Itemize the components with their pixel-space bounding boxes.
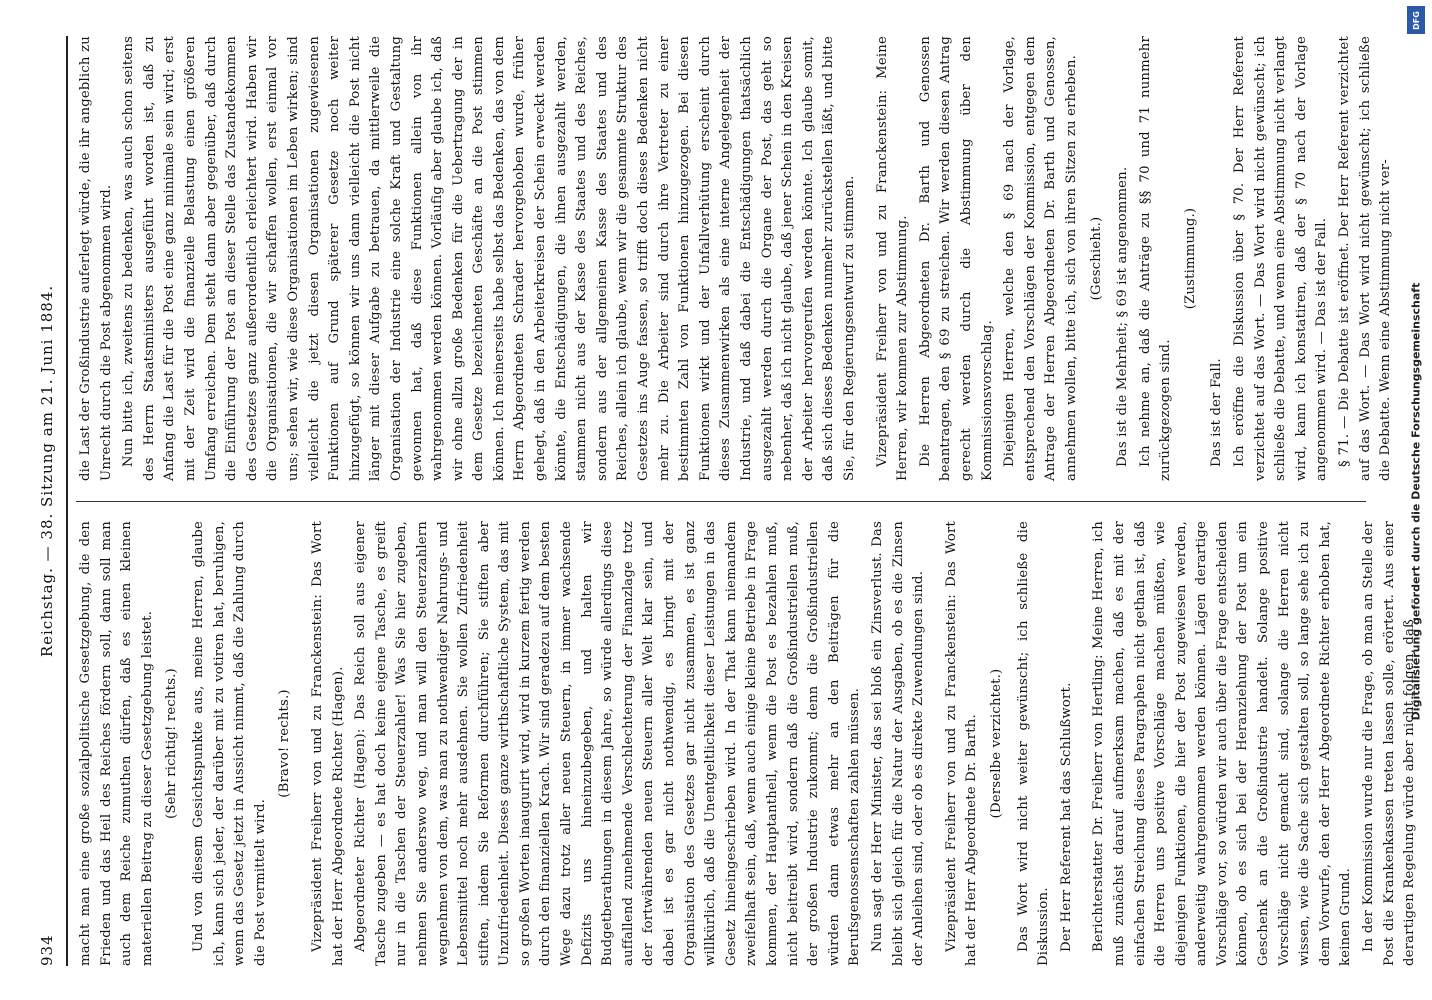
paragraph: Die Herren Abgeordneten Dr. Barth und Genossen beantragen, den § 69 zu streichen. Wir werden diesen Antrag gerecht werden durch die Abstimmung über den Kommissionsvorschlag. — [917, 36, 995, 481]
digitization-credit-text: Digitalisierung gefördert durch die Deutsche Forschungsgemeinschaft — [1409, 282, 1423, 720]
paragraph: Vizepräsident Freiherr von und zu Franckenstein: Meine Herren, wir kommen zur Abstimmung. — [874, 36, 911, 481]
paragraph: Diejenigen Herren, welche den § 69 nach der Vorlage, entsprechend den Vorschlägen der Kommission, entgegen dem Antrage der Herren Abgeordneten Dr. Barth und Genossen, annehmen wollen, bitte ich, sich von ihren Sitzen zu erheben. — [1002, 36, 1079, 481]
right-column — [76, 36, 1394, 481]
paragraph: Ich eröffne die Diskussion über § 70. Der Herr Referent verzichtet auf das Wort. — Das Wort wird nicht gewünscht; ich schließe die Debatte, und wenn eine Abstimmung nicht verlangt wird, kann ich konstatiren, daß der § 70 nach der Vorlage angenommen wird. — Das ist der Fall. — [1232, 36, 1330, 481]
paragraph: In der Kommission wurde nur die Frage, ob man an Stelle der Post die Krankenkassen treten lassen solle, erörtert. Aus einer derartigen Regelung würde aber nicht folgen, daß — [1361, 521, 1418, 966]
interjection: (Derselbe verzichtet.) — [988, 668, 1004, 819]
paragraph: § 71. — Die Debatte ist eröffnet. Der Herr Referent verzichtet auf das Wort. — Das Wort wird nicht gewünscht; ich schließe die Debatte. Wenn eine Abstimmung nicht ver- — [1337, 36, 1394, 481]
interjection: (Sehr richtig! rechts.) — [164, 668, 180, 819]
paragraph: die Last der Großindustrie auferlegt würde, die ihr angeblich zu Unrecht durch die Post abgenommen wird. — [78, 36, 114, 481]
digitization-credit — [1404, 6, 1428, 996]
paragraph: Der Herr Referent hat das Schlußwort. — [1058, 682, 1074, 952]
paragraph: Ich nehme an, daß die Anträge zu §§ 70 und 71 nunmehr zurückgezogen sind. — [1137, 36, 1174, 481]
dfg-logo-text: DFG — [1411, 10, 1421, 30]
paragraph: Nun bitte ich, zweitens zu bedenken, was auch schon seitens des Herrn Staatsministers ausgeführt worden ist, daß zu Anfang die Last für die Post eine ganz minimale sein wird; erst mit der Zeit wird die finanzielle Belastung einen größeren Umfang erreichen. Dem steht dann aber gegenüber, daß durch die Einführung der Post an dieser Stelle das Zustandekommen des Gesetzes ganz außerordentlich erleichtert wird. Haben wir die Organisationen, die wir schaffen wollen, erst einmal vor uns; sehen wir, wie diese Organisationen im Leben wirken; sind vielleicht die jetzt diesen Organisationen zugewiesenen Funktionen auf Grund späterer Gesetze noch weiter hinzugefügt, so können wir uns dann vielleicht die Post nicht länger mit dieser Aufgabe zu betrauen, da mittlerweile die Organisation der Industrie eine solche Kraft und Gestaltung gewonnen hat, daß diese Funktionen allein von ihr wahrgenommen werden können. Vorläufig aber glaube ich, daß wir ohne allzu große Bedenken für die Uebertragung der in dem Gesetze bezeichneten Geschäfte an die Post stimmen können. Ich meinerseits habe selbst das Bedenken, das von dem Herrn Abgeordneten Schrader hervorgehoben wurde, früher gehegt, daß in den Arbeiterkreisen der Schein erweckt werden könnte, die Entschädigungen, die ihnen ausgezahlt werden, stammen nicht aus der Kasse des Staates und des Reiches, sondern aus der allgemeinen Kasse des Staates und des Reiches, allein ich glaube, wenn wir die gesammte Struktur des Gesetzes ins Auge fassen, so trifft doch dieses Bedenken nicht mehr zu. Die Arbeiter sind durch ihre Vertreter zu einer bestimmten Zahl von Funktionen hinzugezogen. Bei diesen Funktionen wirkt und der Unfallverhütung erscheint durch dieses Zusammenwirken als eine interne Angelegenheit der Industrie, und daß dabei die Entschädigungen thatsächlich ausgezahlt werden durch die Organe der Post, das geht so nebenher, daß ich nicht glaube, daß jener Schein in den Kreisen der Arbeiter hervorgerufen werden könnte. Ich glaube somit, daß sich dieses Bedenken nunmehr zurückstellen läßt, und bitte Sie, für den Regierungsentwurf zu stimmen. — [121, 36, 857, 481]
dfg-logo — [1407, 6, 1425, 34]
interjection: (Zustimmung.) — [1182, 207, 1198, 310]
paragraph: Vizepräsident Freiherr von und zu Franckenstein: Das Wort hat der Herr Abgeordnete Richter (Hagen). — [309, 521, 346, 966]
interjection: (Geschieht.) — [1088, 216, 1104, 301]
page-title: Reichstag. — 38. Sitzung am 21. Juni 1884. — [38, 284, 56, 658]
interjection: (Bravo! rechts.) — [277, 689, 293, 798]
paragraph: Berichterstatter Dr. Freiherr von Hertling: Meine Herren, ich muß zunächst darauf aufmerksam machen, daß es mit der einfachen Streichung dieses Paragraphen nicht gethan ist, daß die Herren uns positive Vorschläge machen müßten, wie diejenigen Funktionen, die hier der Post zugewiesen werden, anderweitig wahrgenommen werden können. Lägen derartige Vorschläge vor, so würden wir auch über die Frage entscheiden können, ob es sich bei der Heranziehung der Post um ein Geschenk an die Großindustrie handelt. Solange positive Vorschläge nicht gemacht sind, solange die Herren nicht wissen, wie die Sache sich gestalten soll, so lange sehe ich zu dem Vorwurfe, den der Herr Abgeordnete Richter erhoben hat, keinen Grund. — [1091, 521, 1354, 966]
paragraph: Vizepräsident Freiherr von und zu Franckenstein: Das Wort hat der Herr Abgeordnete Dr. Barth. — [943, 521, 980, 966]
page-header — [32, 36, 62, 966]
column-divider — [76, 501, 1366, 502]
paragraph: Das Wort wird nicht weiter gewünscht; ich schließe die Diskussion. — [1015, 521, 1052, 966]
paragraph: Und von diesem Gesichtspunkte aus, meine Herren, glaube ich, kann sich jeder, der darüber mit zu votiren hat, beruhigen, wenn das Gesetz jetzt in Aussicht nimmt, daß die Zahlung durch die Post vermittelt wird. — [190, 521, 268, 966]
paragraph: Abgeordneter Richter (Hagen): Das Reich soll aus eigener Tasche zugeben — es hat doch keine eigene Tasche, es greift nur in die Taschen der Steuerzahler! Was Sie hier zugeben, nehmen Sie anderswo weg, und man will den Steuerzahlern wegnehmen von dem, was man zu nothwendiger Nahrungs- und Lebensmittel noch mehr ausdehnen. Sie wollen Zufriedenheit stiften, indem Sie Reformen durchführen; Sie stiften aber Unzufriedenheit. Dieses ganze wirthschaftliche System, das mit so großen Worten inaugurirt wird, wird in kurzem fertig werden durch den finanziellen Krach. Wir sind geradezu auf dem besten Wege dazu trotz aller neuen Steuern, in immer wachsende Defizits uns hineinzubegeben, und halten wir Budgetberathungen in diesem Jahre, so würde allerdings diese auffallend zunehmende Verschlechterung der Finanzlage trotz der fortwährenden neuen Steuern aller Welt klar sein, und dabei ist es gar nicht nothwendig, es bringt mit der Organisation des Gesetzes gar nicht zusammen, es ist ganz willkürlich, daß die Unentgeltlichkeit dieser Leistungen in das Gesetz hineingeschrieben wird. In der That kann niemandem zweifelhaft sein, daß, wenn auch einige kleine Betriebe in Frage kommen, der Hauptantheil, wenn die Post es bezahlen muß, nicht beitreibt wird, sondern daß die Großindustriellen muß, der großen Industrie zukommt; denn die Großindustriellen würden dann etwas mehr an den Beiträgen für die Berufsgenossenschaften zahlen müssen. — [353, 521, 863, 966]
paragraph: macht man eine große sozialpolitische Gesetzgebung, die den Frieden und das Heil des Reiches fördern soll, dann soll man auch dem Reiche zumuthen dürfen, daß es einen kleinen materiellen Beitrag zu dieser Gesetzgebung leistet. — [78, 521, 155, 966]
page-number: 934 — [38, 934, 56, 966]
paragraph: Das ist die Mehrheit; § 69 ist angenommen. — [1115, 166, 1131, 467]
paragraph: Nun sagt der Herr Minister, das sei bloß ein Zinsverlust. Das bleibt sich gleich für die Natur der Ausgaben, ob es die Zinsen der Anleihen sind, oder ob es direkte Zuwendungen sind. — [869, 521, 927, 966]
header-rule — [66, 36, 68, 966]
left-column — [76, 521, 1418, 966]
paragraph: Das ist der Fall. — [1209, 358, 1225, 467]
